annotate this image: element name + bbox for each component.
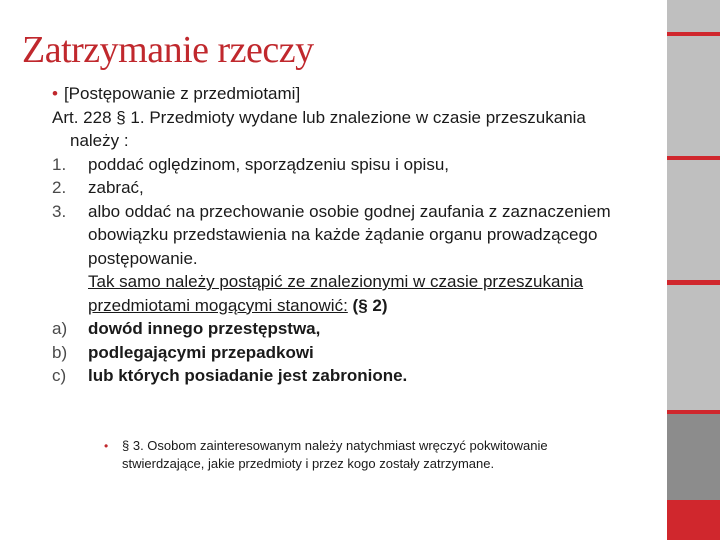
list-number: 2. <box>52 178 67 197</box>
lettered-marker: b) <box>52 342 68 362</box>
list-text: poddać oględzinom, sporządzeniu spisu i opisu, <box>88 154 450 174</box>
continuation-paragraph <box>52 270 612 317</box>
continuation-ref: (§ 2) <box>352 295 388 315</box>
lettered-text: lub których posiadanie jest zabronione. <box>88 366 408 385</box>
bullet-dot-icon: • <box>52 84 58 103</box>
lettered-item <box>52 364 612 388</box>
lettered-marker: c) <box>52 366 67 385</box>
heading-bullet-line <box>52 82 612 106</box>
list-item <box>52 200 612 271</box>
sub-bullet-text: § 3. Osobom zainteresowanym należy natychmiast wręczyć pokwitowanie stwierdzające, jakie przedmioty i przez kogo zostały zatrzymane. <box>122 438 548 471</box>
slide-title: Zatrzymanie rzeczy <box>22 29 314 71</box>
lettered-item <box>52 341 612 365</box>
list-item <box>52 176 612 200</box>
list-item <box>52 153 612 177</box>
article-line: Art. 228 § 1. Przedmioty wydane lub znalezione w czasie przeszukania należy : <box>52 107 586 150</box>
side-band-grey-1 <box>667 36 720 156</box>
list-number: 3. <box>52 201 67 221</box>
side-band-grey-top <box>667 0 720 32</box>
sub-bullet <box>104 437 624 473</box>
sub-bullet-dot-icon: • <box>104 439 109 453</box>
list-number: 1. <box>52 154 67 174</box>
list-text: zabrać, <box>88 178 144 197</box>
side-band-grey-3 <box>667 285 720 410</box>
slide-content <box>52 82 612 388</box>
side-band-grey-2 <box>667 160 720 280</box>
lettered-marker: a) <box>52 319 68 338</box>
lettered-text: dowód innego przestępstwa, <box>88 319 321 338</box>
lettered-text: podlegającymi przepadkowi <box>88 342 314 362</box>
continuation-underlined: Tak samo należy postąpić ze znalezionymi w czasie przeszukania przedmiotami mogącymi stanowić: <box>88 272 584 315</box>
lettered-item <box>52 317 612 341</box>
side-band-grey-4 <box>667 414 720 500</box>
heading-bullet: [Postępowanie z przedmiotami] <box>63 84 301 103</box>
list-text: albo oddać na przechowanie osobie godnej zaufania z zaznaczeniem obowiązku przedstawienia na każde żądanie organu prowadzącego postępowanie. <box>88 201 611 268</box>
